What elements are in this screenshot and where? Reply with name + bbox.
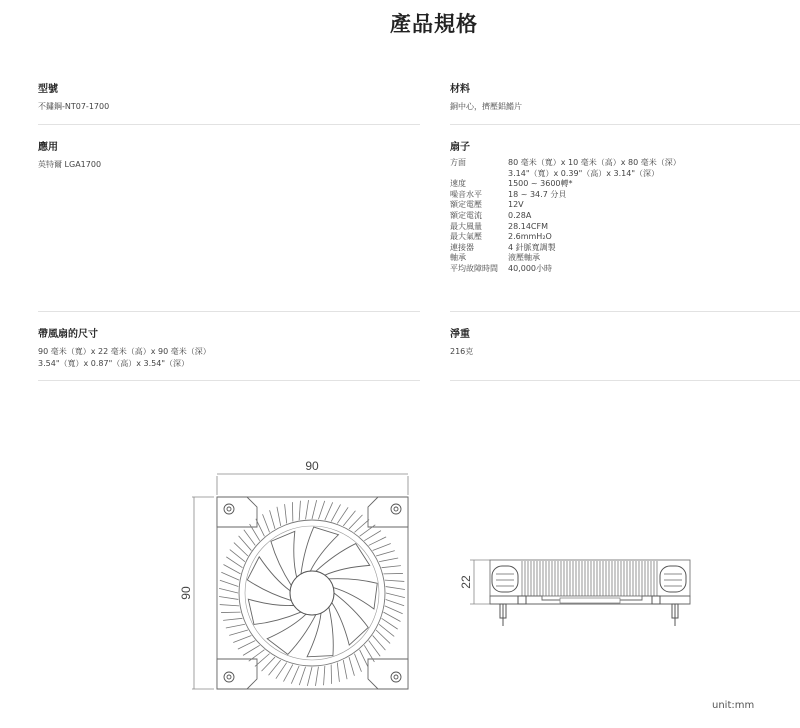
spec-key: 額定電壓 (450, 200, 482, 210)
spec-key: 連接器 (450, 242, 474, 252)
spec-value: 4 針脈寬調製 (508, 242, 556, 252)
application-heading: 應用 (38, 142, 58, 153)
fan-heading: 扇子 (450, 142, 470, 153)
spec-key: 平均故障時間 (450, 263, 498, 273)
spec-value: 液壓軸承 (508, 253, 540, 263)
weight-heading: 淨重 (450, 329, 470, 340)
cooler-top-view (217, 497, 408, 689)
spec-key: 噪音水平 (450, 189, 482, 199)
spec-value: 80 毫米（寬）x 10 毫米（高）x 80 毫米（深） (508, 158, 681, 167)
cooler-side-view (459, 560, 690, 626)
spec-value: 1500 ~ 3600轉* (508, 179, 573, 189)
material-heading: 材料 (450, 84, 470, 95)
application-value: 英特爾 LGA1700 (38, 160, 102, 169)
spec-value: 2.6mmH₂O (508, 232, 552, 242)
spec-key: 最大氣壓 (450, 232, 482, 242)
spec-key: 速度 (450, 179, 466, 189)
dimensions-imperial: 3.54"（寬）x 0.87"（高）x 3.54"（深） (38, 359, 190, 368)
spec-value: 28.14CFM (508, 221, 548, 231)
width-dimension-label: 90 (305, 459, 319, 473)
spec-value: 18 ~ 34.7 分貝 (508, 189, 567, 199)
spec-value: 12V (508, 200, 524, 210)
spec-key: 軸承 (450, 253, 466, 263)
page-title: 產品規格 (390, 12, 478, 36)
material-value: 銅中心，擠壓鋁鰭片 (450, 102, 522, 111)
spec-key: 方面 (450, 158, 466, 167)
spec-key: 最大風量 (450, 221, 482, 231)
weight-value: 216克 (450, 347, 474, 356)
model-value: 不鏽鋼-NT07-1700 (38, 102, 110, 111)
unit-label: unit:mm (712, 700, 755, 711)
spec-key: 額定電流 (450, 210, 482, 220)
depth-dimension-label: 90 (179, 586, 193, 600)
height-dimension-label: 22 (459, 575, 473, 589)
model-heading: 型號 (38, 84, 58, 95)
spec-value: 0.28A (508, 210, 532, 220)
dimensions-metric: 90 毫米（寬）x 22 毫米（高）x 90 毫米（深） (38, 347, 211, 356)
dimensions-heading: 帶風扇的尺寸 (38, 329, 98, 340)
spec-value: 3.14"（寬）x 0.39"（高）x 3.14"（深） (508, 168, 660, 178)
spec-value: 40,000小時 (508, 263, 552, 273)
